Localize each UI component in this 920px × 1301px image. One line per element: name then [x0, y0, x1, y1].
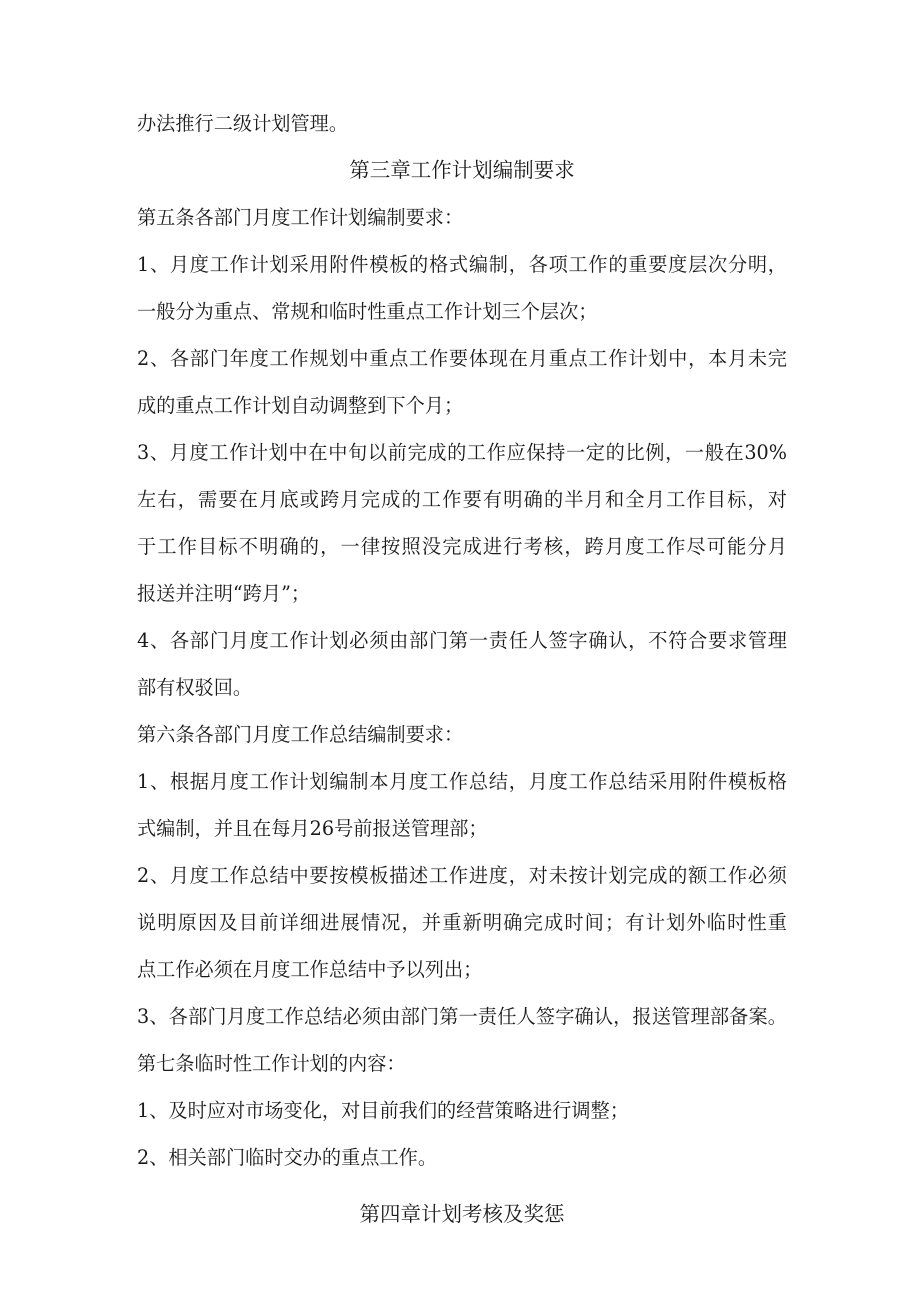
text-line: 办法推行二级计划管理。 [137, 112, 349, 135]
chapter-heading: 第三章工作计划编制要求 [349, 158, 575, 182]
text-line: 成的重点工作计划自动调整到下个月； [137, 394, 464, 417]
text-line: 2、月度工作总结中要按模板描述工作进度，对未按计划完成的额工作必须 [137, 864, 787, 887]
text-line: 1、及时应对市场变化，对目前我们的经营策略进行调整； [137, 1099, 629, 1122]
text-line: 式编制，并且在每月26号前报送管理部； [137, 817, 488, 840]
article-heading: 第五条各部门月度工作计划编制要求： [137, 206, 464, 229]
text-line: 1、月度工作计划采用附件模板的格式编制，各项工作的重要度层次分明， [137, 253, 787, 276]
text-line: 点工作必须在月度工作总结中予以列出； [137, 958, 483, 981]
document-page [137, 100, 787, 1238]
text-line: 3、各部门月度工作总结必须由部门第一责任人签字确认，报送管理部备案。 [137, 1005, 787, 1028]
text-line: 2、各部门年度工作规划中重点工作要体现在月重点工作计划中，本月未完 [137, 347, 787, 370]
text-line: 一般分为重点、常规和临时性重点工作计划三个层次； [137, 300, 598, 323]
text-line: 部有权驳回。 [137, 676, 253, 699]
article-heading: 第六条各部门月度工作总结编制要求： [137, 723, 464, 746]
text-line: 于工作目标不明确的，一律按照没完成进行考核，跨月度工作尽可能分月 [137, 535, 787, 558]
text-line: 1、根据月度工作计划编制本月度工作总结，月度工作总结采用附件模板格 [137, 770, 787, 793]
text-line: 报送并注明“跨月”； [137, 582, 311, 605]
chapter-heading: 第四章计划考核及奖惩 [359, 1202, 565, 1226]
text-line: 4、各部门月度工作计划必须由部门第一责任人签字确认，不符合要求管理 [137, 629, 787, 652]
text-line: 左右，需要在月底或跨月完成的工作要有明确的半月和全月工作目标，对 [137, 488, 787, 511]
article-heading: 第七条临时性工作计划的内容： [137, 1052, 406, 1075]
text-line: 说明原因及目前详细进展情况，并重新明确完成时间；有计划外临时性重 [137, 911, 787, 934]
text-line: 3、月度工作计划中在中旬以前完成的工作应保持一定的比例，一般在30% [137, 441, 787, 464]
text-line: 2、相关部门临时交办的重点工作。 [137, 1146, 438, 1169]
